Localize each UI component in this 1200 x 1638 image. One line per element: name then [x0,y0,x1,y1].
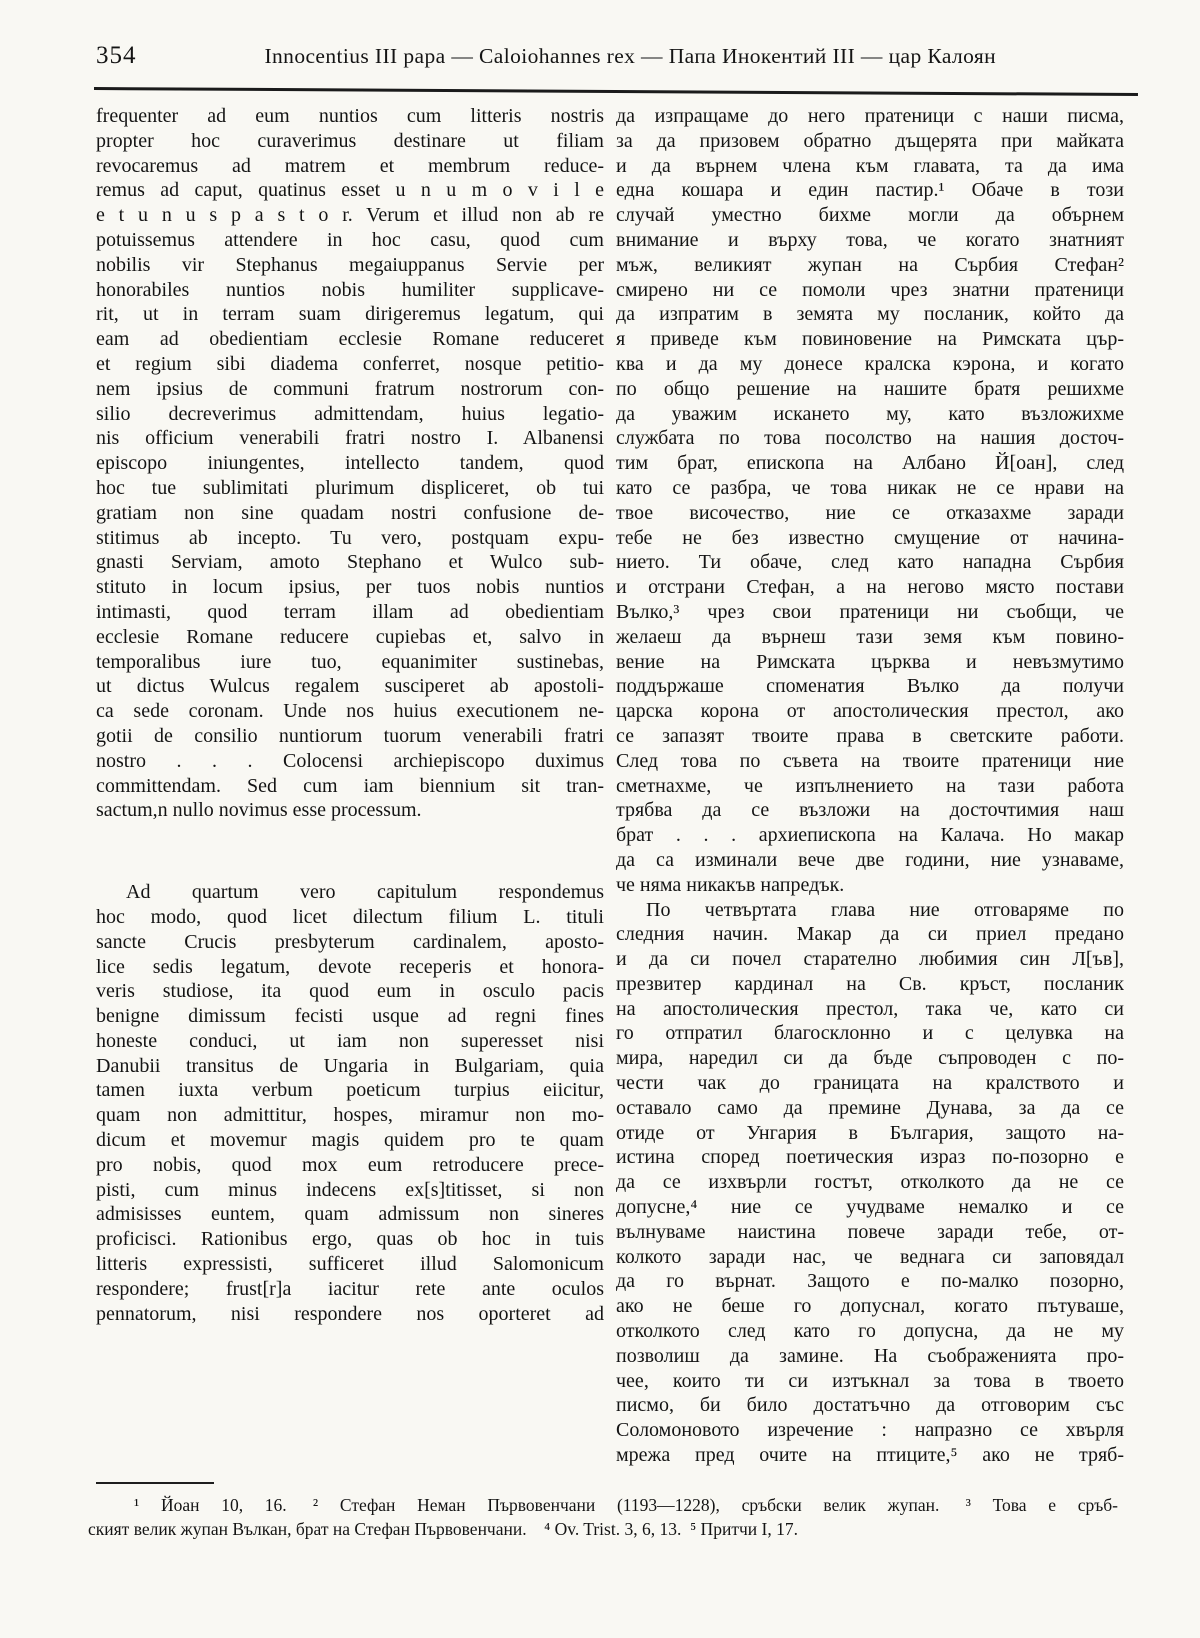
text-line: hoc tue sublimitati plurimum displiceret, ob tui [96,476,604,499]
text-line: отиде от Унгария в България, защото на- [616,1121,1124,1144]
text-line: позволиш да замине. На съображенията про- [616,1344,1124,1367]
text-line: Соломоновото изречение : напразно се хвърля [616,1419,1124,1442]
text-block [88,1494,1118,1541]
running-title: Innocentius III papa — Caloiohannes rex — Папа Инокентий III — цар Калоян [264,44,997,68]
text-line: истина според поетическия израз по-позорно е [616,1146,1124,1169]
text-line: поддържаше споменатия Вълко да получи [616,675,1124,698]
text-line: По четвъртата глава ние отговаряме по [646,898,1124,921]
text-line: benigne dimissum fecisti usque ad regni fines [96,1005,604,1028]
text-line: nem ipsius de communi fratrum nostrorum con- [96,377,604,400]
text-line: nostro . . . Colocensi archiepiscopo duximus [96,749,604,772]
text-line: трябва да се възложи на досточтимия наш [616,799,1124,822]
text-line: intimasti, quod terram illam ad obedientiam [96,600,604,623]
text-line: gnasti Serviam, amoto Stephano et Wulco sub- [96,551,604,574]
text-line: pro nobis, quod mox eum retroducere prece- [96,1153,604,1176]
text-line: отколкото след като го допусна, да не му [616,1320,1124,1343]
text-line: на апостолическия престол, така че, като си [616,997,1124,1020]
text-line: След това по съвета на твоите пратеници ние [616,749,1124,772]
text-line: ut dictus Wulcus regalem susciperet ab apostoli- [96,675,604,698]
text-line: службата по това посолство на нашия досточ- [616,427,1124,450]
text-block [96,104,604,823]
text-line: ако не беше го допуснал, когато пътуваше, [616,1295,1124,1318]
text-line: propter hoc curaverimus destinare ut filiam [96,129,604,152]
text-line: nis officium venerabili fratri nostro I. Albanensi [96,427,604,450]
text-line: sactum,n nullo novimus esse processum. [96,799,422,822]
text-line: допусне,⁴ ние се учудваме немалко и се [616,1196,1124,1219]
text-line: sancte Crucis presbyterum cardinalem, aposto- [96,930,604,953]
text-line: quam non admittitur, hospes, miramur non mo- [96,1104,604,1127]
text-line: внимание и върху това, че когато знатният [616,228,1124,251]
text-line: случай уместно бихме могли да обърнем [616,204,1124,227]
text-line: една кошара и един пастир.¹ Обаче в този [616,179,1124,202]
text-line: Вълко,³ чрез свои пратеници ни съобщи, че [616,600,1124,623]
text-line: твое височество, ние се отказахме заради [616,501,1124,524]
text-line: ca sede coronam. Unde nos huius executionem ne- [96,700,604,723]
text-line: го отпратил благосклонно и с целувка на [616,1022,1124,1045]
text-line: оставало само да премине Дунава, за да се [616,1096,1124,1119]
text-line: вълнуваме наистина повече заради тебе, от- [616,1220,1124,1243]
text-line: като се разбра, че това никак не се нрави на [616,476,1124,499]
text-line: мира, наредил си да бъде съпроводен с по- [616,1047,1124,1070]
text-line: и отстрани Стефан, а на негово място постави [616,576,1124,599]
text-line: stituto in locum ipsius, per tuos nobis nuntios [96,576,604,599]
text-line: да го върнат. Защото е по-малко позорно, [616,1270,1124,1293]
text-line: litteris expressisti, sufficeret illud Salomonicum [96,1253,604,1276]
text-line: eam ad obedientiam ecclesie Romane reduceret [96,328,604,351]
text-line: hoc modo, quod licet dilectum filium L. tituli [96,905,604,928]
text-line: вение на Римската църква и невъзмутимо [616,650,1124,673]
text-line: honorabiles nuntios nobis humiliter supplicave- [96,278,604,301]
text-line: да са изминали вече две години, ние узнаваме, [616,848,1124,871]
text-line: по общо решение на нашите братя решихме [616,377,1124,400]
text-line: dicum et movemur magis quidem pro te quam [96,1129,604,1152]
text-line: ¹ Йоан 10, 16. ² Стефан Неман Първовенчани (1193—1228), сръбски велик жупан. ³ Това е сръб- [134,1495,1118,1515]
text-block [616,104,1124,1468]
text-line: да се изхвърли гостът, отколкото да не се [616,1171,1124,1194]
text-line: презвитер кардинал на Св. кръст, посланик [616,972,1124,995]
text-line: pisti, cum minus indecens ex[s]titisset, si non [96,1178,604,1201]
footnotes [88,1494,1118,1541]
text-line: и да върнем члена към главата, та да има [616,154,1124,177]
text-line: gratiam non sine quadam nostri confusione de- [96,501,604,524]
text-line: proficisci. Rationibus ergo, quas ob hoc in tuis [96,1228,604,1251]
text-line: gotii de consilio nuntiorum tuorum venerabili fratri [96,724,604,747]
text-line: revocaremus ad matrem et membrum reduce- [96,154,604,177]
text-line: се запазят твоите права в светските работи. [616,724,1124,747]
text-line: stitimus ab incepto. Tu vero, postquam expu- [96,526,604,549]
text-line: ква и да му донесе кралска кэрона, и когато [616,352,1124,375]
text-line: temporalibus iure tuo, equanimiter sustinebas, [96,650,604,673]
text-line: да уважим искането му, като възложихме [616,402,1124,425]
text-line: нието. Ти обаче, след като нападна Сърбия [616,551,1124,574]
text-line: да изпратим в земята му посланик, който да [616,303,1124,326]
text-line: чее, които ти си изтъкнал за това в твоето [616,1369,1124,1392]
text-line: e t u n u s p a s t o r. Verum et illud non ab re [96,204,604,227]
text-line: frequenter ad eum nuntios cum litteris nostris [96,105,604,127]
text-line: rit, ut in terram suam dirigeremus legatum, qui [96,303,604,326]
text-line: колкото заради нас, че веднага си заповядал [616,1245,1124,1268]
text-block [96,880,604,1326]
text-line: чести чак до границата на кралството и [616,1072,1124,1095]
text-line: potuissemus attendere in hoc casu, quod cum [96,228,604,251]
text-line: писмо, би било достатъчно да отговорим със [616,1394,1124,1417]
text-line: honeste conduci, ut iam non superesset nisi [96,1029,604,1052]
text-line: сметнахме, че изпълнението на тази работа [616,774,1124,797]
text-line: да изпращаме до него пратеници с наши писма, [616,105,1124,127]
text-line: че няма никакъв напредък. [616,873,845,896]
text-line: remus ad caput, quatinus esset u n u m o v i l e [96,179,604,202]
text-line: silio decreverimus admittendam, huius legatio- [96,402,604,425]
text-line: committendam. Sed cum iam biennium sit tran- [96,774,604,797]
page-header [96,42,1124,70]
page-number: 354 [96,42,137,69]
text-line: за да призовем обратно дъщерята при майката [616,129,1124,152]
text-line: тебе не без известно смущение от начина- [616,526,1124,549]
text-line: et regium sibi diadema conferret, nosque petitio- [96,352,604,375]
header-rule [94,87,1138,96]
text-line: брат . . . архиепископа на Калача. Но макар [616,824,1124,847]
text-line: Ad quartum vero capitulum respondemus [126,881,604,904]
text-line: мъж, великият жупан на Сърбия Стефан² [616,253,1124,276]
text-line: царска корона от апостолическия престол, ако [616,700,1124,723]
text-line: и да си почел старателно любимия син Л[ъв], [616,948,1124,971]
text-line: Danubii transitus de Ungaria in Bulgariam, quia [96,1054,604,1077]
text-line: nobilis vir Stephanus megaiuppanus Servie per [96,253,604,276]
text-line: veris studiose, ita quod eum in osculo pacis [96,980,604,1003]
text-line: respondere; frust[r]a iacitur rete ante oculos [96,1277,604,1300]
text-line: я приведе към повиновение на Римската цър- [616,328,1124,351]
right-column-bulgarian [616,104,1124,1468]
text-line: ският велик жупан Вълкан, брат на Стефан Първовенчани. ⁴ Ov. Trist. 3, 6, 13. ⁵ Притчи I, 17. [88,1518,798,1539]
text-line: tamen iuxta verbum poeticum turpius eiicitur, [96,1079,604,1102]
left-column-latin [96,104,604,1468]
footnote-rule [96,1482,214,1484]
text-line: episcopo iniungentes, intellecto tandem, quod [96,452,604,475]
text-line: ecclesie Romane reducere cupiebas et, salvo in [96,625,604,648]
text-line: pennatorum, nisi respondere nos oporteret ad [96,1302,604,1325]
text-line: смирено ни се помоли чрез знатни пратеници [616,278,1124,301]
text-line: желаеш да върнеш тази земя към повино- [616,625,1124,648]
text-line: мрежа пред очите на птиците,⁵ ако не тряб- [616,1444,1124,1467]
text-columns [96,104,1124,1468]
text-line: следния начин. Макар да си приел предано [616,923,1124,946]
text-line: тим брат, епископа на Албано Й[оан], след [616,452,1124,475]
text-line: lice sedis legatum, devote receperis et honora- [96,955,604,978]
text-line: admisisses euntem, quam admissum non sineres [96,1203,604,1226]
